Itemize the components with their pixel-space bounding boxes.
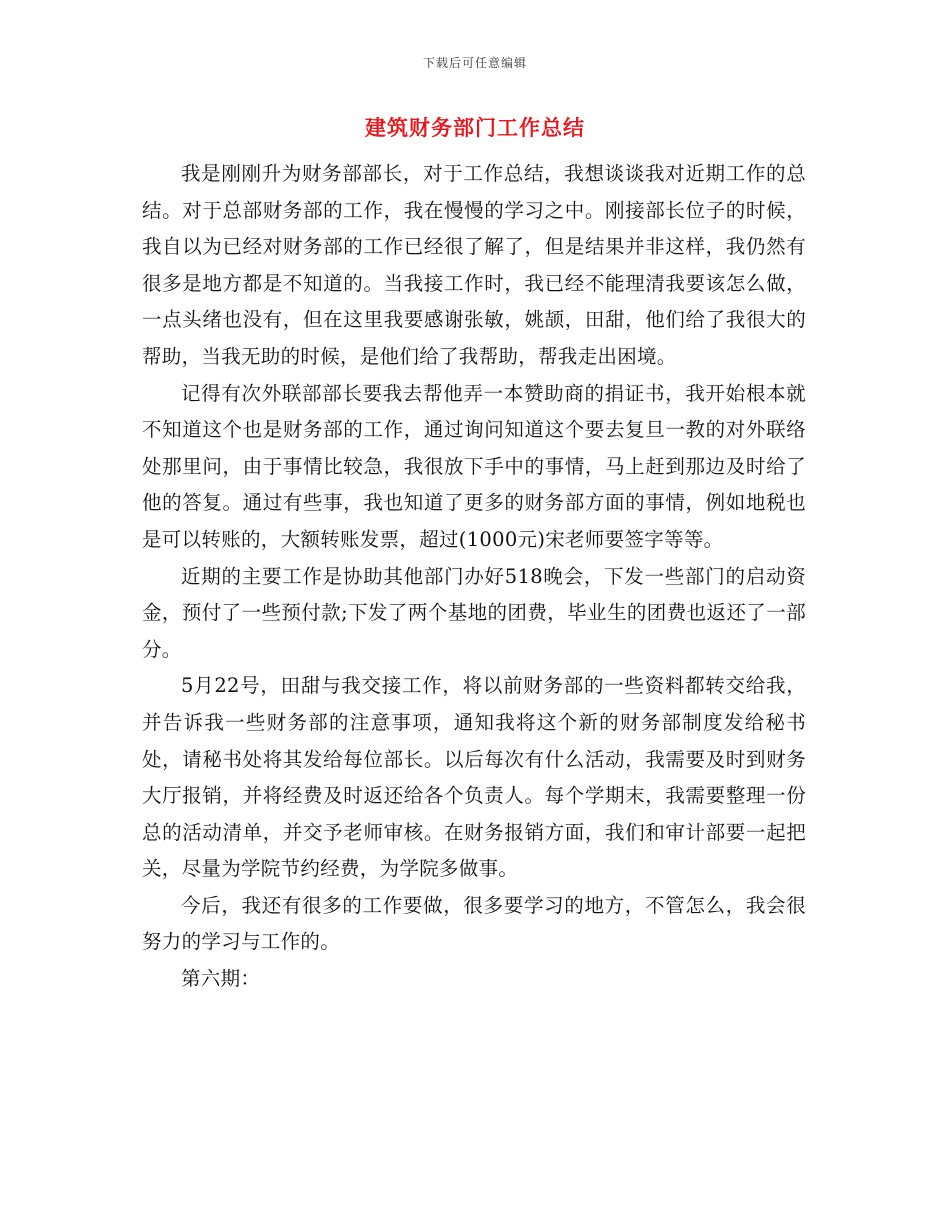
paragraph: 近期的主要工作是协助其他部门办好518晚会，下发一些部门的启动资金，预付了一些预付款;下发了两个基地的团费，毕业生的团费也返还了一部分。 <box>142 564 806 661</box>
paragraph: 我是刚刚升为财务部部长，对于工作总结，我想谈谈我对近期工作的总结。对于总部财务部的工作，我在慢慢的学习之中。刚接部长位子的时候，我自以为已经对财务部的工作已经很了解了，但是结果并非这样，我仍然有很多是地方都是不知道的。当我接工作时，我已经不能理清我要该怎么做，一点头绪也没有，但在这里我要感谢张敏，姚颉，田甜，他们给了我很大的帮助，当我无助的时候，是他们给了我帮助，帮我走出困境。 <box>142 162 806 368</box>
paragraph: 第六期： <box>181 967 261 991</box>
document-title: 建筑财务部门工作总结 <box>365 115 585 140</box>
paragraph: 5月22号，田甜与我交接工作，将以前财务部的一些资料都转交给我，并告诉我一些财务部的注意事项，通知我将这个新的财务部制度发给秘书处，请秘书处将其发给每位部长。以后每次有什么活动，我需要及时到财务大厅报销，并将经费及时返还给各个负责人。每个学期末，我需要整理一份总的活动清单，并交予老师审核。在财务报销方面，我们和审计部要一起把关，尽量为学院节约经费，为学院多做事。 <box>142 674 806 881</box>
header-note: 下载后可任意编辑 <box>422 56 527 70</box>
paragraph: 记得有次外联部部长要我去帮他弄一本赞助商的捐证书，我开始根本就不知道这个也是财务部的工作，通过询问知道这个要去复旦一教的对外联络处那里问，由于事情比较急，我很放下手中的事情，马上赶到那边及时给了他的答复。通过有些事，我也知道了更多的财务部方面的事情，例如地税也是可以转账的，大额转账发票，超过(1000元)宋老师要签字等等。 <box>142 381 806 551</box>
document-body <box>142 156 806 998</box>
paragraph: 今后，我还有很多的工作要做，很多要学习的地方，不管怎么，我会很努力的学习与工作的。 <box>142 893 806 954</box>
